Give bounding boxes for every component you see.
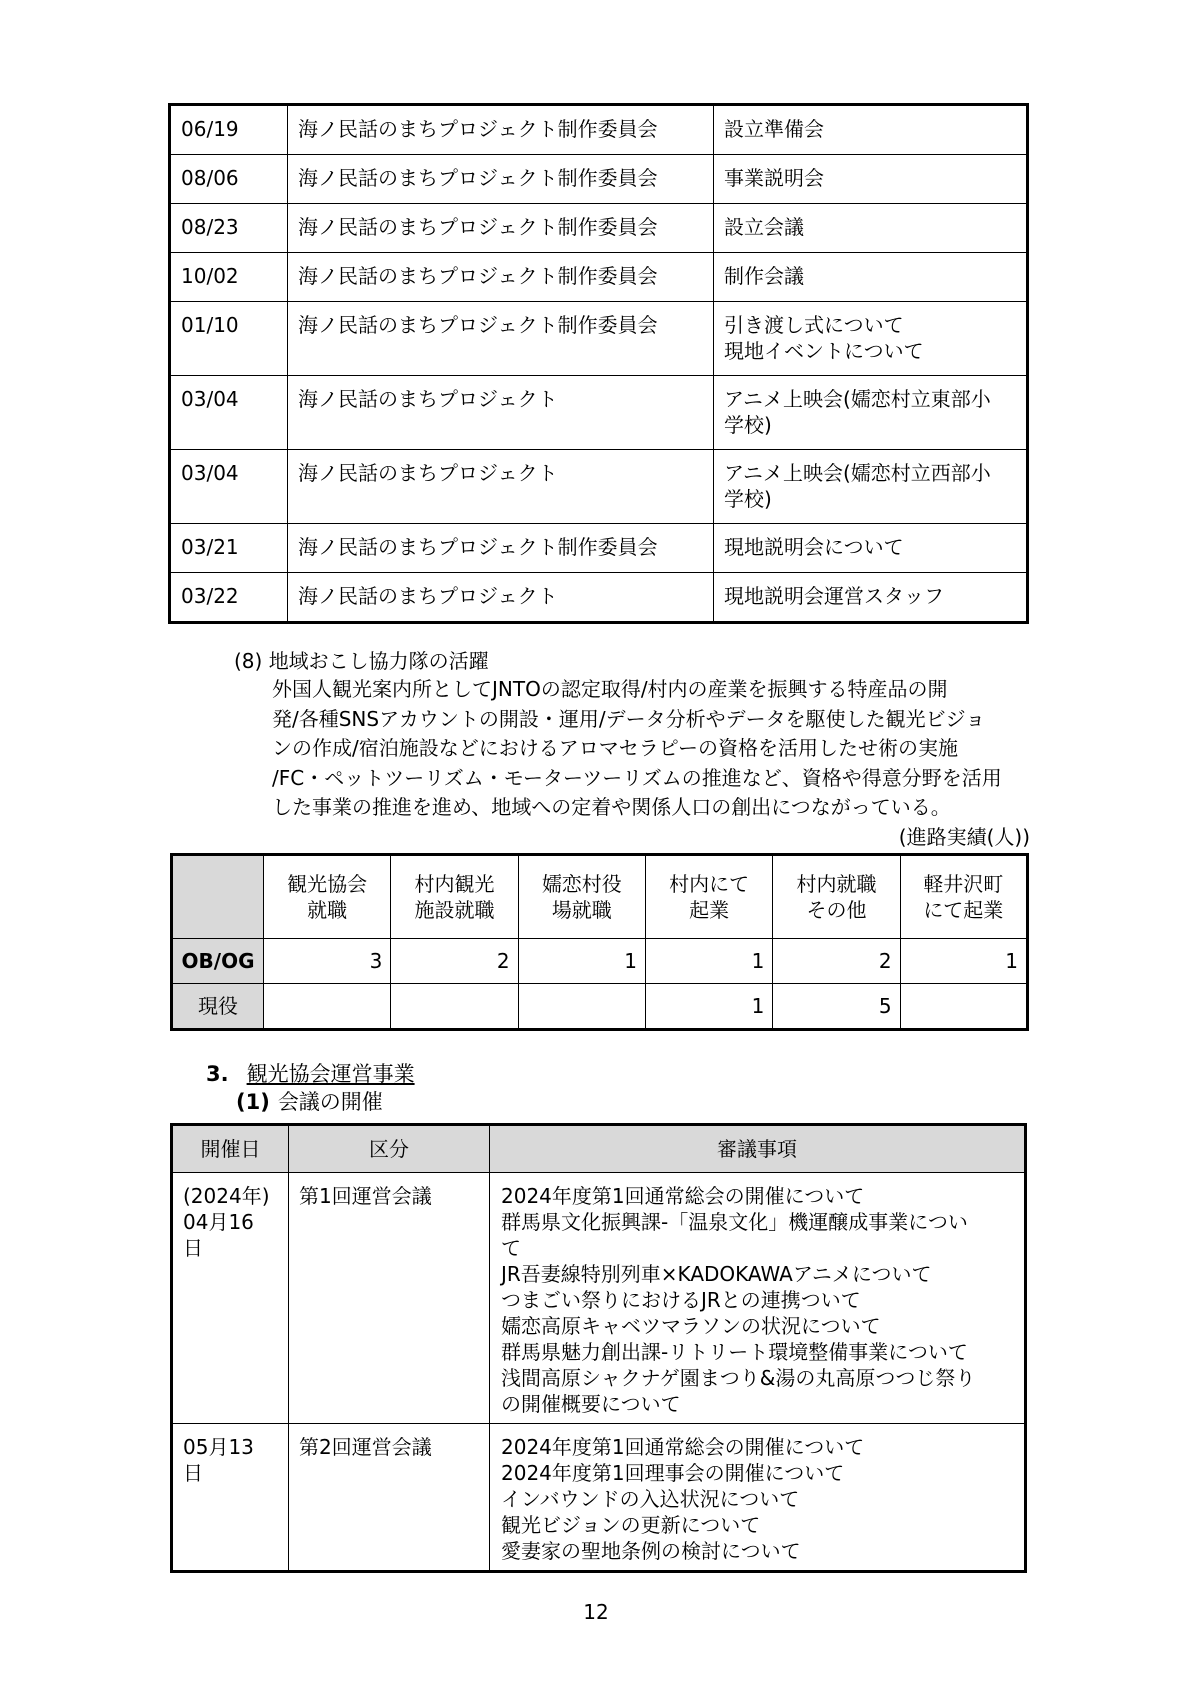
- list-item: 嬬恋高原キャベツマラソンの状況について: [501, 1314, 881, 1338]
- meeting-topic: アニメ上映会(嬬恋村立西部小 学校): [714, 450, 1028, 524]
- list-item: 2024年度第1回通常総会の開催について: [501, 1435, 865, 1459]
- meeting-organization: 海ノ民話のまちプロジェクト制作委員会: [288, 524, 714, 573]
- list-item: 群馬県文化振興課-「温泉文化」機運醸成事業につい て: [501, 1210, 968, 1260]
- table-header-row: [172, 1125, 1026, 1173]
- header-blank-cell: [172, 855, 264, 939]
- table-row: [172, 939, 1028, 984]
- table-row: [172, 1173, 1026, 1424]
- meeting-date: 08/06: [170, 155, 288, 204]
- meeting-date: 08/23: [170, 204, 288, 253]
- meeting-organization: 海ノ民話のまちプロジェクト制作委員会: [288, 155, 714, 204]
- meeting-date: 10/02: [170, 253, 288, 302]
- page-number: 12: [583, 1600, 609, 1624]
- table-row: [170, 573, 1028, 623]
- table-row: [170, 524, 1028, 573]
- column-header: 軽井沢町 にて起業: [900, 855, 1027, 939]
- council-items: [490, 1173, 1026, 1424]
- career-count: 1: [645, 939, 772, 984]
- table-row: [172, 984, 1028, 1030]
- section-title: 観光協会運営事業: [246, 1062, 415, 1086]
- council-date: (2024年) 04月16 日: [172, 1173, 289, 1424]
- list-item: 浅間高原シャクナゲ園まつり&湯の丸高原つつじ祭り の開催概要について: [501, 1366, 976, 1416]
- career-count: [391, 984, 518, 1030]
- career-count: 3: [264, 939, 391, 984]
- meeting-organization: 海ノ民話のまちプロジェクト制作委員会: [288, 302, 714, 376]
- council-category: 第2回運営会議: [289, 1424, 490, 1572]
- council-date: 05月13 日: [172, 1424, 289, 1572]
- list-item: 観光ビジョンの更新について: [501, 1513, 761, 1537]
- subsection-title: 会議の開催: [277, 1090, 383, 1114]
- row-label: OB/OG: [172, 939, 264, 984]
- meeting-topic: 現地説明会運営スタッフ: [714, 573, 1028, 623]
- column-header: 審議事項: [490, 1125, 1026, 1173]
- list-item: 愛妻家の聖地条例の検討について: [501, 1539, 801, 1563]
- meeting-topic: 事業説明会: [714, 155, 1028, 204]
- career-count: 1: [900, 939, 1027, 984]
- list-item: 群馬県魅力創出課-リトリート環境整備事業について: [501, 1340, 968, 1364]
- list-item: JR吾妻線特別列車×KADOKAWAアニメについて: [501, 1262, 932, 1286]
- section-8-body: 外国人観光案内所としてJNTOの認定取得/村内の産業を振興する特産品の開 発/各種SNSアカウントの開設・運用/データ分析やデータを駆使した観光ビジョ ンの作成/宿泊施設などにおけるアロマセラピーの資格を活用したせ術の実施 /FC・ペットツーリズム・モーターツーリズムの推進など、資格や得意分野を活用 した事業の推進を進め、地域への定着や関係人口の創出につながっている。: [272, 677, 1002, 819]
- list-item: 2024年度第1回通常総会の開催について: [501, 1184, 865, 1208]
- subsection-number: (1): [236, 1090, 270, 1114]
- career-count: 2: [391, 939, 518, 984]
- career-count: [518, 984, 645, 1030]
- list-item: つまごい祭りにおけるJRとの連携ついて: [501, 1288, 861, 1312]
- list-item: 2024年度第1回理事会の開催について: [501, 1461, 845, 1485]
- meeting-topic: 引き渡し式について 現地イベントについて: [714, 302, 1028, 376]
- table-row: [170, 376, 1028, 450]
- table-row: [170, 450, 1028, 524]
- career-count: 5: [773, 984, 900, 1030]
- meeting-organization: 海ノ民話のまちプロジェクト: [288, 573, 714, 623]
- meeting-topic: 設立準備会: [714, 105, 1028, 155]
- meeting-date: 01/10: [170, 302, 288, 376]
- meeting-organization: 海ノ民話のまちプロジェクト制作委員会: [288, 105, 714, 155]
- meeting-organization: 海ノ民話のまちプロジェクト: [288, 376, 714, 450]
- meeting-date: 06/19: [170, 105, 288, 155]
- table-header-row: [172, 855, 1028, 939]
- table-row: [170, 155, 1028, 204]
- table-row: [170, 105, 1028, 155]
- table-row: [170, 204, 1028, 253]
- table-row: [170, 253, 1028, 302]
- career-unit-label: (進路実績(人)): [898, 825, 1030, 849]
- table-row: [170, 302, 1028, 376]
- meeting-organization: 海ノ民話のまちプロジェクト: [288, 450, 714, 524]
- career-count: [900, 984, 1027, 1030]
- council-category: 第1回運営会議: [289, 1173, 490, 1424]
- career-count: 1: [518, 939, 645, 984]
- table-row: [172, 1424, 1026, 1572]
- column-header: 嬬恋村役 場就職: [518, 855, 645, 939]
- column-header: 村内就職 その他: [773, 855, 900, 939]
- section-3-subtitle: [236, 1088, 383, 1116]
- column-header: 村内にて 起業: [645, 855, 772, 939]
- section-number: 3.: [206, 1062, 229, 1086]
- column-header: 村内観光 施設就職: [391, 855, 518, 939]
- meeting-date: 03/04: [170, 450, 288, 524]
- meeting-organization: 海ノ民話のまちプロジェクト制作委員会: [288, 204, 714, 253]
- career-table: [170, 853, 1029, 1031]
- council-items: [490, 1424, 1026, 1572]
- meeting-date: 03/22: [170, 573, 288, 623]
- meeting-date: 03/04: [170, 376, 288, 450]
- career-count: 2: [773, 939, 900, 984]
- section-8-heading: (8) 地域おこし協力隊の活躍: [234, 649, 489, 673]
- meeting-date: 03/21: [170, 524, 288, 573]
- meeting-organization: 海ノ民話のまちプロジェクト制作委員会: [288, 253, 714, 302]
- meeting-topic: 設立会議: [714, 204, 1028, 253]
- list-item: インバウンドの入込状況について: [501, 1487, 800, 1511]
- meeting-topic: 制作会議: [714, 253, 1028, 302]
- meetings-table: [168, 103, 1029, 624]
- meeting-topic: アニメ上映会(嬬恋村立東部小 学校): [714, 376, 1028, 450]
- column-header: 観光協会 就職: [264, 855, 391, 939]
- career-count: [264, 984, 391, 1030]
- career-count: 1: [645, 984, 772, 1030]
- column-header: 開催日: [172, 1125, 289, 1173]
- meeting-topic: 現地説明会について: [714, 524, 1028, 573]
- council-table: [170, 1123, 1027, 1573]
- column-header: 区分: [289, 1125, 490, 1173]
- row-label: 現役: [172, 984, 264, 1030]
- section-3-title: [206, 1060, 415, 1088]
